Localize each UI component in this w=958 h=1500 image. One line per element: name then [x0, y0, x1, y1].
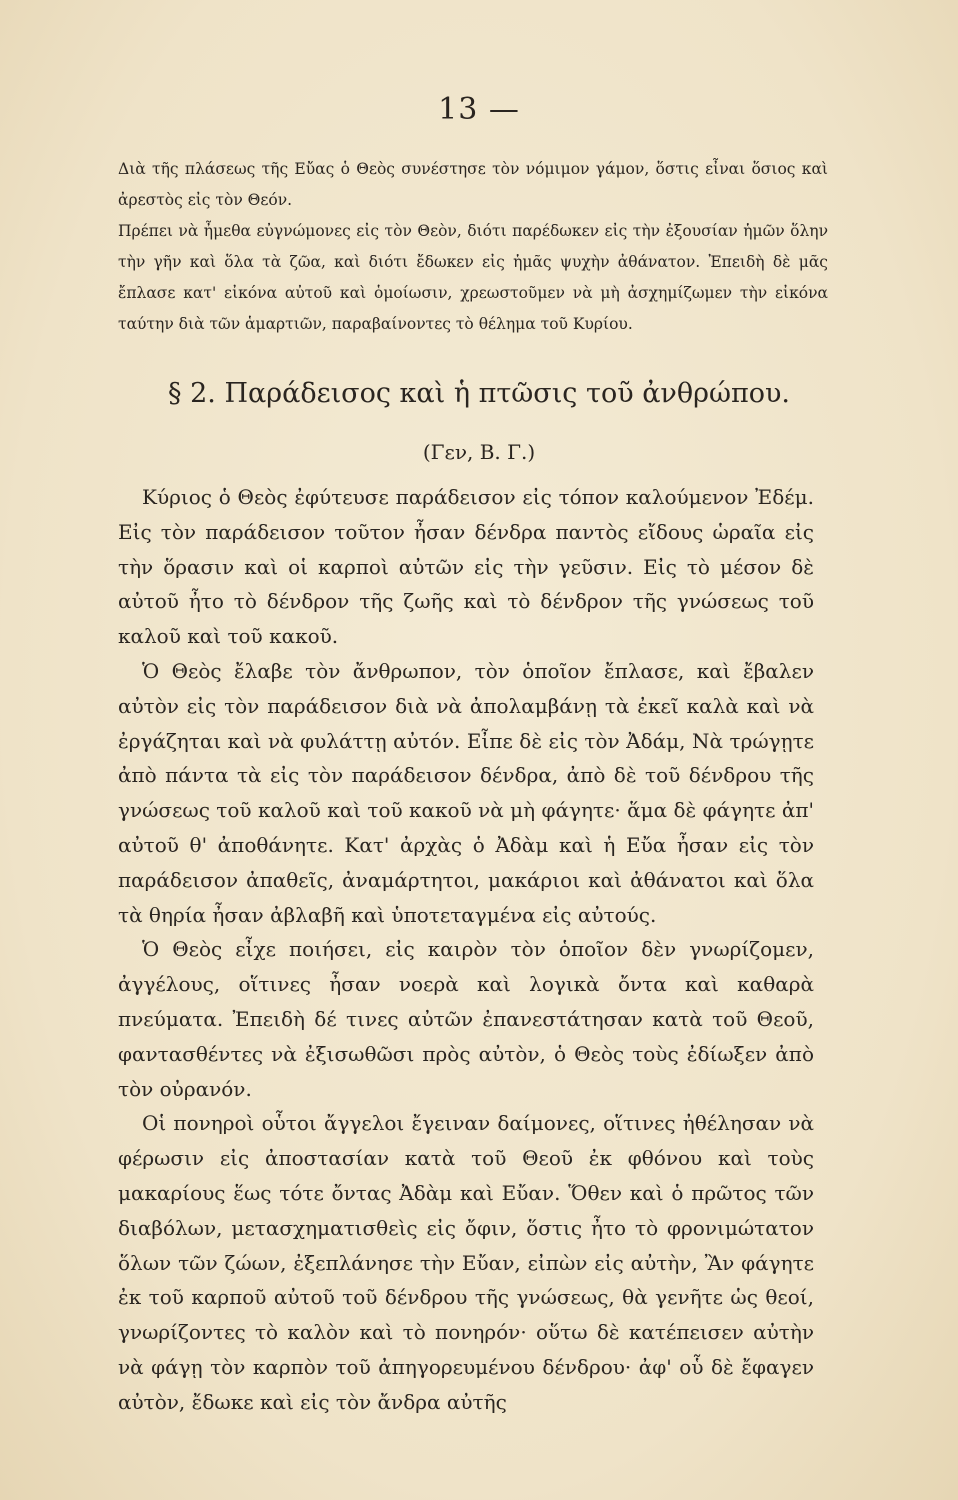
intro-paragraph-2: Πρέπει νὰ ἦμεθα εὐγνώμονες εἰς τὸν Θεὸν, διότι παρέδωκεν εἰς τὴν ἐξουσίαν ἡμῶν ὅλην τὴν γῆν καὶ ὅλα τὰ ζῶα, καὶ διότι ἔδωκεν εἰς ἡμᾶς ψυχὴν ἀθάνατον. Ἐπειδὴ δὲ μᾶς ἔπλασε κατ' εἰκόνα αὐτοῦ καὶ ὁμοίωσιν, χρεωστοῦμεν νὰ μὴ ἀσχημίζωμεν τὴν εἰκόνα ταύτην διὰ τῶν ἁμαρτιῶν, παραβαίνοντες τὸ θέλημα τοῦ Κυρίου.	[118, 222, 828, 333]
page-number: 13 —	[438, 92, 520, 127]
body-paragraph-4: Οἱ πονηροὶ οὗτοι ἄγγελοι ἔγειναν δαίμονες, οἵτινες ἠθέλησαν νὰ φέρωσιν εἰς ἀποστασίαν κατὰ τοῦ Θεοῦ ἐκ φθόνου καὶ τοὺς μακαρίους ἕως τότε ὄντας Ἀδὰμ καὶ Εὔαν. Ὅθεν καὶ ὁ πρῶτος τῶν διαβόλων, μετασχηματισθεὶς εἰς ὄφιν, ὅστις ἦτο τὸ φρονιμώτατον ὅλων τῶν ζώων, ἐξεπλάνησε τὴν Εὔαν, εἰπὼν εἰς αὐτὴν, Ἂν φάγητε ἐκ τοῦ καρποῦ αὐτοῦ τοῦ δένδρου τῆς γνώσεως, θὰ γενῆτε ὡς θεοί, γνωρίζοντες τὸ καλὸν καὶ τὸ πονηρόν· οὕτω δὲ κατέπεισεν αὐτὴν νὰ φάγῃ τὸν καρπὸν τοῦ ἀπηγορευμένου δένδρου· ἀφ' οὗ δὲ ἔφαγεν αὐτὸν, ἔδωκε καὶ εἰς τὸν ἄνδρα αὐτῆς	[118, 1111, 814, 1414]
section-reference: (Γεν, Β. Γ.)	[422, 440, 536, 464]
body-paragraph-3: Ὁ Θεὸς εἶχε ποιήσει, εἰς καιρὸν τὸν ὁποῖον δὲν γνωρίζομεν, ἀγγέλους, οἵτινες ἦσαν νοερὰ καὶ λογικὰ ὄντα καὶ καθαρὰ πνεύματα. Ἐπειδὴ δέ τινες αὐτῶν ἐπανεστάτησαν κατὰ τοῦ Θεοῦ, φαντασθέντες νὰ ἐξισωθῶσι πρὸς αὐτὸν, ὁ Θεὸς τοὺς ἐδίωξεν ἀπὸ τὸν οὐρανόν.	[118, 937, 814, 1101]
body-paragraph-1: Κύριος ὁ Θεὸς ἐφύτευσε παράδεισον εἰς τόπον καλούμενον Ἐδέμ. Εἰς τὸν παράδεισον τοῦτον ἦσαν δένδρα παντὸς εἴδους ὡραῖα εἰς τὴν ὅρασιν καὶ οἱ καρποὶ αὐτῶν εἰς τὴν γεῦσιν. Εἰς τὸ μέσον δὲ αὐτοῦ ἦτο τὸ δένδρον τῆς ζωῆς καὶ τὸ δένδρον τῆς γνώσεως τοῦ καλοῦ καὶ τοῦ κακοῦ.	[118, 485, 814, 649]
intro-paragraph-1: Διὰ τῆς πλάσεως τῆς Εὔας ὁ Θεὸς συνέστησε τὸν νόμιμον γάμον, ὅστις εἶναι ὅσιος καὶ ἀρεστὸς εἰς τὸν Θεόν.	[118, 160, 828, 209]
body-text	[118, 480, 814, 1420]
body-paragraph-2: Ὁ Θεὸς ἔλαβε τὸν ἄνθρωπον, τὸν ὁποῖον ἔπλασε, καὶ ἔβαλεν αὐτὸν εἰς τὸν παράδεισον διὰ νὰ ἀπολαμβάνῃ τὰ ἐκεῖ καλὰ καὶ νὰ ἐργάζηται καὶ νὰ φυλάττῃ αὐτόν. Εἶπε δὲ εἰς τὸν Ἀδάμ, Νὰ τρώγῃτε ἀπὸ πάντα τὰ εἰς τὸν παράδεισον δένδρα, ἀπὸ δὲ τοῦ δένδρου τῆς γνώσεως τοῦ καλοῦ καὶ τοῦ κακοῦ νὰ μὴ φάγητε· ἅμα δὲ φάγητε ἀπ' αὐτοῦ θ' ἀποθάνητε. Κατ' ἀρχὰς ὁ Ἀδὰμ καὶ ἡ Εὔα ἦσαν εἰς τὸν παράδεισον ἀπαθεῖς, ἀναμάρτητοι, μακάριοι καὶ ἀθάνατοι καὶ ὅλα τὰ θηρία ἦσαν ἀβλαβῆ καὶ ὑποτεταγμένα εἰς αὐτούς.	[118, 658, 814, 927]
section-heading: § 2. Παράδεισος καὶ ἡ πτῶσις τοῦ ἀνθρώπου.	[168, 378, 790, 409]
intro-text	[118, 154, 828, 340]
